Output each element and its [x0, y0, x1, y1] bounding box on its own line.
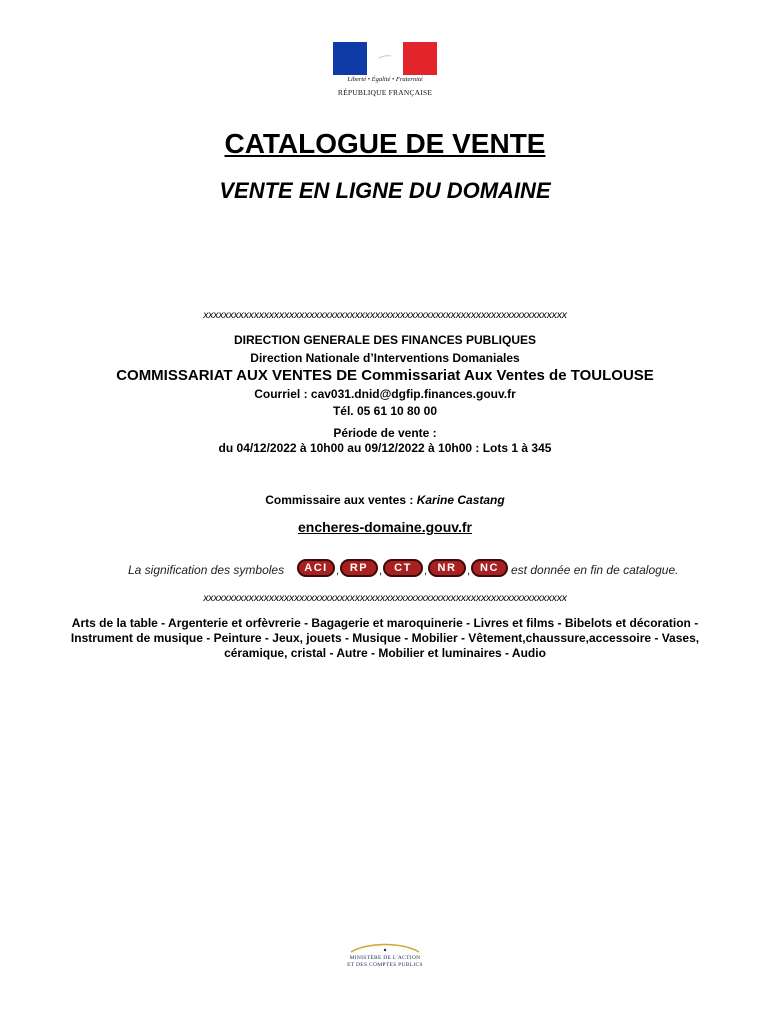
- badge-aci: ACI: [297, 559, 335, 577]
- courriel-line: Courriel : cav031.dnid@dgfip.finances.gouv.fr: [254, 387, 516, 401]
- badge-nr: NR: [428, 559, 466, 577]
- ministry-line-1: MINISTÈRE DE L'ACTION: [349, 955, 421, 961]
- badge-nc: NC: [471, 559, 508, 577]
- periode-dates: du 04/12/2022 à 10h00 au 09/12/2022 à 10h00 : Lots 1 à 345: [218, 441, 552, 455]
- comma: ,: [424, 565, 428, 577]
- site-link[interactable]: encheres-domaine.gouv.fr: [297, 519, 472, 535]
- separator-line: xxxxxxxxxxxxxxxxxxxxxxxxxxxxxxxxxxxxxxxxxxxxxxxxxxxxxxxxxxxxxxxxxxxxxxxx: [203, 592, 567, 604]
- symbols-lead-text: La signification des symboles: [128, 563, 285, 577]
- republic-name: RÉPUBLIQUE FRANÇAISE: [337, 88, 433, 97]
- republique-francaise-logo: [333, 42, 437, 102]
- french-flag-icon: [333, 42, 437, 75]
- telephone-line: Tél. 05 61 10 80 00: [332, 404, 438, 418]
- comma: ,: [467, 565, 471, 577]
- commissaire-label: Commissaire aux ventes :: [265, 493, 414, 507]
- commissaire-line: [0, 493, 770, 507]
- symbols-legend: [0, 559, 770, 581]
- catalogue-subtitle: VENTE EN LIGNE DU DOMAINE: [219, 178, 551, 203]
- direction-generale: DIRECTION GENERALE DES FINANCES PUBLIQUES: [233, 333, 537, 347]
- commissaire-name: Karine Castang: [416, 493, 505, 507]
- ministry-arc-icon: [345, 940, 425, 954]
- ministry-line-2: ET DES COMPTES PUBLICS: [347, 962, 423, 968]
- symbols-tail-text: est donnée en fin de catalogue.: [511, 563, 679, 577]
- separator-line: xxxxxxxxxxxxxxxxxxxxxxxxxxxxxxxxxxxxxxxxxxxxxxxxxxxxxxxxxxxxxxxxxxxxxxxx: [203, 309, 567, 321]
- republic-motto: Liberté • Égalité • Fraternité: [347, 76, 423, 83]
- badge-ct: CT: [383, 559, 423, 577]
- direction-nationale: Direction Nationale d’Interventions Domaniales: [250, 351, 520, 365]
- categories-list: Arts de la table - Argenterie et orfèvrerie - Bagagerie et maroquinerie - Livres et films - Bibelots et décoration - Instrument de musique - Peinture - Jeux, jouets - Musique - Mobilier - Vêtement,chaussure,accessoire - Vases, céramique, cristal - Autre - Mobilier et luminaires - Audio: [70, 616, 700, 660]
- ministry-logo: [335, 940, 435, 974]
- badge-rp: RP: [340, 559, 378, 577]
- periode-label: Période de vente :: [333, 426, 437, 440]
- commissariat-heading: COMMISSARIAT AUX VENTES DE Commissariat Aux Ventes de TOULOUSE: [116, 367, 654, 384]
- catalogue-title: CATALOGUE DE VENTE: [224, 128, 546, 159]
- comma: ,: [336, 565, 340, 577]
- comma: ,: [379, 565, 383, 577]
